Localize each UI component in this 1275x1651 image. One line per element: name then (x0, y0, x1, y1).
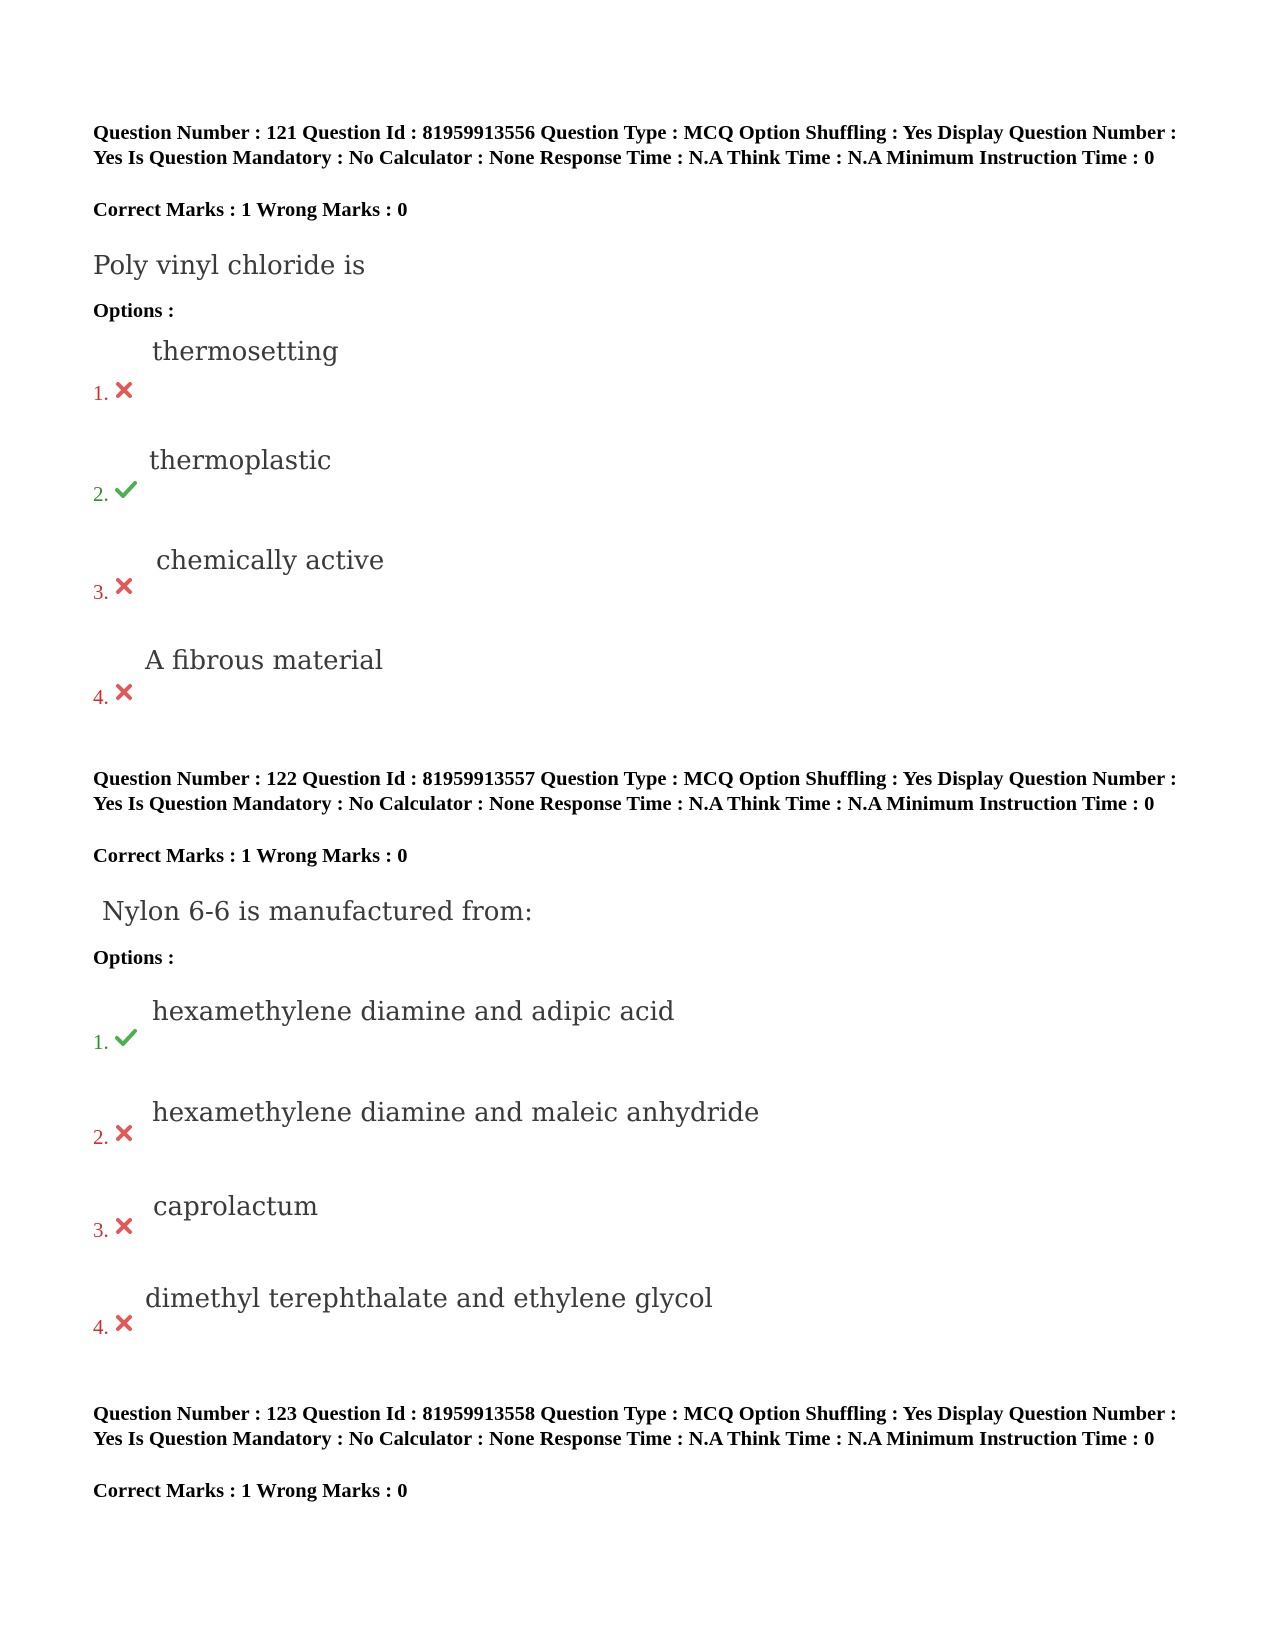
check-icon (115, 1028, 137, 1046)
q122-option-3-text: caprolactum (153, 1192, 319, 1222)
cross-icon (115, 577, 133, 595)
q121-option-2-number: 2. (93, 482, 109, 506)
q121-option-4-number: 4. (93, 685, 109, 709)
check-icon (115, 480, 137, 498)
question-123-meta: Question Number : 123 Question Id : 81959913558 Question Type : MCQ Option Shuffling : Yes Display Question Number : Yes Is Question Mandatory : No Calculator : None Response Time : N.A Think Time : N.A Minimum Instruction Time : 0 (93, 1403, 1177, 1450)
q121-option-1-text: thermosetting (152, 337, 339, 367)
question-122-text: Nylon 6-6 is manufactured from: (102, 897, 533, 927)
q122-option-1-text: hexamethylene diamine and adipic acid (152, 997, 675, 1027)
q121-option-3-text: chemically active (156, 546, 385, 576)
question-121-marks: Correct Marks : 1 Wrong Marks : 0 (93, 199, 408, 221)
cross-icon (115, 381, 133, 399)
q121-option-3-number: 3. (93, 580, 109, 604)
question-122-meta: Question Number : 122 Question Id : 81959913557 Question Type : MCQ Option Shuffling : Yes Display Question Number : Yes Is Question Mandatory : No Calculator : None Response Time : N.A Think Time : N.A Minimum Instruction Time : 0 (93, 768, 1177, 815)
question-123-marks: Correct Marks : 1 Wrong Marks : 0 (93, 1480, 408, 1502)
question-121-meta: Question Number : 121 Question Id : 81959913556 Question Type : MCQ Option Shuffling : Yes Display Question Number : Yes Is Question Mandatory : No Calculator : None Response Time : N.A Think Time : N.A Minimum Instruction Time : 0 (93, 122, 1177, 169)
q122-option-2-number: 2. (93, 1125, 109, 1149)
q122-option-2-text: hexamethylene diamine and maleic anhydride (152, 1098, 760, 1128)
q122-option-4-text: dimethyl terephthalate and ethylene glycol (145, 1284, 713, 1314)
cross-icon (115, 1124, 133, 1142)
q121-option-1-number: 1. (93, 381, 109, 405)
question-121-text: Poly vinyl chloride is (93, 251, 366, 281)
q122-option-4-number: 4. (93, 1315, 109, 1339)
cross-icon (115, 683, 133, 701)
question-122-options-label: Options : (93, 947, 175, 969)
question-122-marks: Correct Marks : 1 Wrong Marks : 0 (93, 845, 408, 867)
q121-option-4-text: A fibrous material (145, 646, 384, 676)
q121-option-2-text: thermoplastic (149, 446, 332, 476)
q122-option-3-number: 3. (93, 1218, 109, 1242)
cross-icon (115, 1217, 133, 1235)
question-121-options-label: Options : (93, 300, 175, 322)
q122-option-1-number: 1. (93, 1030, 109, 1054)
cross-icon (115, 1314, 133, 1332)
